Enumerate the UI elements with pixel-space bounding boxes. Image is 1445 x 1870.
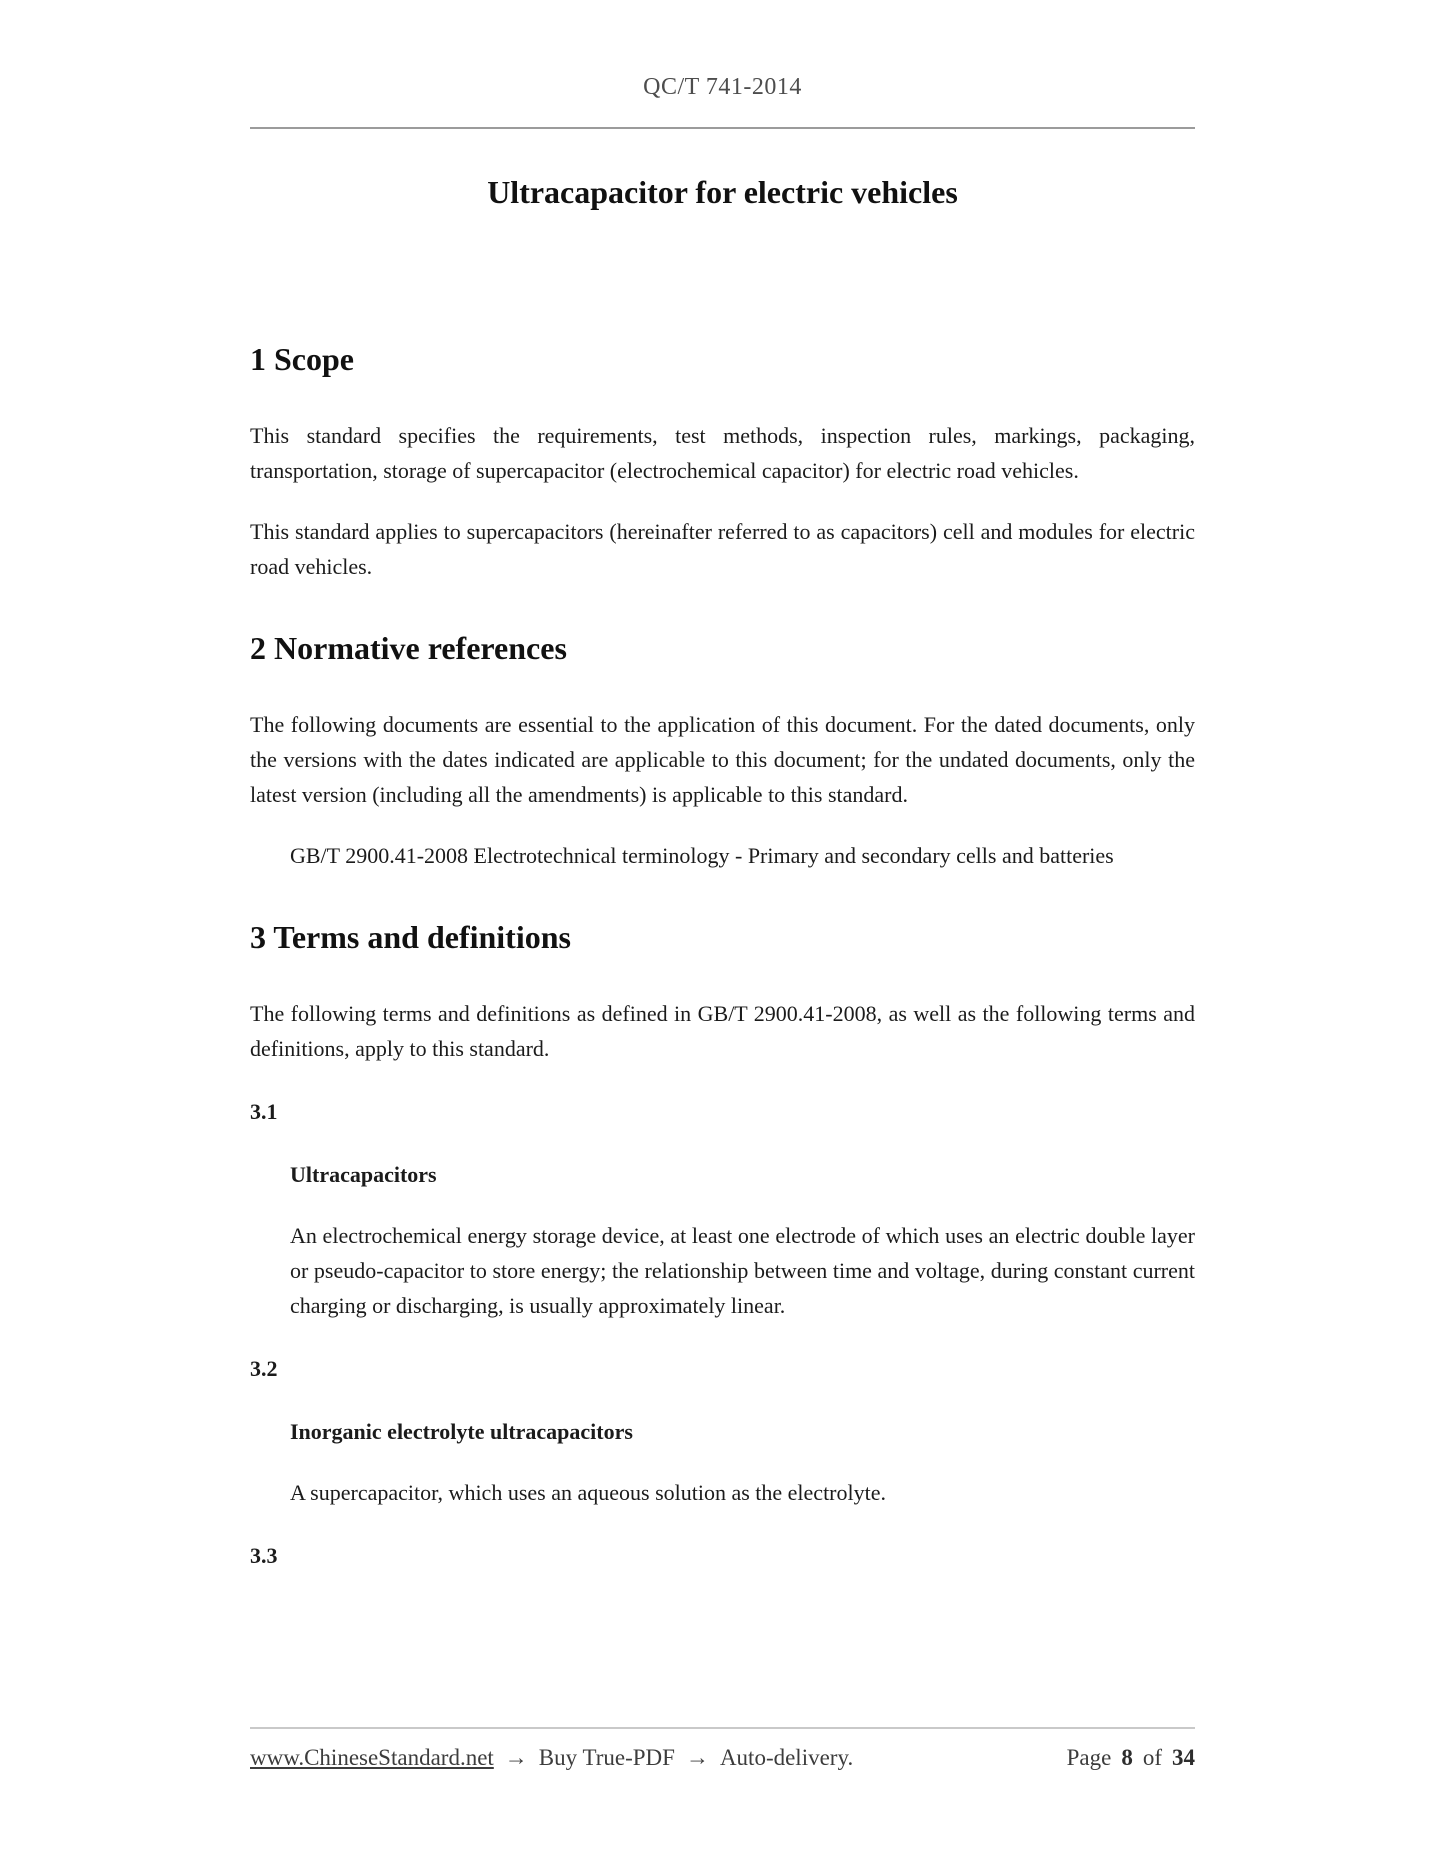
doc-number: QC/T 741-2014 [643, 74, 802, 100]
doc-header [250, 0, 1195, 129]
term-number-3-1: 3.1 [250, 1099, 278, 1124]
page-total-number: 34 [1172, 1745, 1195, 1770]
normative-paragraph: The following documents are essential to the application of this document. For the dated documents, only the versions with the dates indicated are applicable to this document; for the undated documents, only the latest version (including all the amendments) is applicable to this standard. [250, 712, 1195, 807]
section-3-terms-heading: 3 Terms and definitions [250, 919, 571, 955]
normative-reference: GB/T 2900.41-2008 Electrotechnical terminology - Primary and secondary cells and batteries [290, 843, 1114, 868]
website-link[interactable]: www.ChineseStandard.net [250, 1745, 494, 1770]
section-2-normative-heading: 2 Normative references [250, 630, 567, 666]
term-name-3-2: Inorganic electrolyte ultracapacitors [290, 1419, 633, 1444]
footer-delivery-text: Auto-delivery. [719, 1745, 854, 1770]
arrow-icon: → [685, 1745, 709, 1770]
header-rule [250, 127, 1195, 129]
term-number-3-2: 3.2 [250, 1356, 278, 1381]
scope-paragraph-1: This standard specifies the requirements, test methods, inspection rules, markings, packaging, transportation, storage of supercapacitor (electrochemical capacitor) for electric road vehicles. [250, 423, 1195, 483]
doc-footer [250, 1727, 1195, 1771]
of-label: of [1142, 1745, 1162, 1770]
scope-paragraph-2: This standard applies to supercapacitors (hereinafter referred to as capacitors) cell and modules for electric road vehicles. [250, 519, 1195, 579]
arrow-icon: → [504, 1745, 528, 1770]
footer-left [250, 1745, 853, 1771]
term-name-3-1: Ultracapacitors [290, 1162, 437, 1187]
section-1-scope-heading: 1 Scope [250, 341, 354, 377]
terms-intro-paragraph: The following terms and definitions as defined in GB/T 2900.41-2008, as well as the following terms and definitions, apply to this standard. [250, 1001, 1195, 1061]
page-indicator [1067, 1745, 1195, 1771]
doc-title: Ultracapacitor for electric vehicles [487, 174, 958, 210]
page-label: Page [1066, 1745, 1112, 1770]
page-current-number: 8 [1121, 1745, 1133, 1770]
term-number-3-3: 3.3 [250, 1543, 278, 1568]
term-definition-3-2: A supercapacitor, which uses an aqueous solution as the electrolyte. [290, 1480, 886, 1505]
term-definition-3-1: An electrochemical energy storage device, at least one electrode of which uses an electric double layer or pseudo-capacitor to store energy; the relationship between time and voltage, during constant current charging or discharging, is usually approximately linear. [290, 1223, 1195, 1318]
footer-buy-text: Buy True-PDF [538, 1745, 675, 1770]
